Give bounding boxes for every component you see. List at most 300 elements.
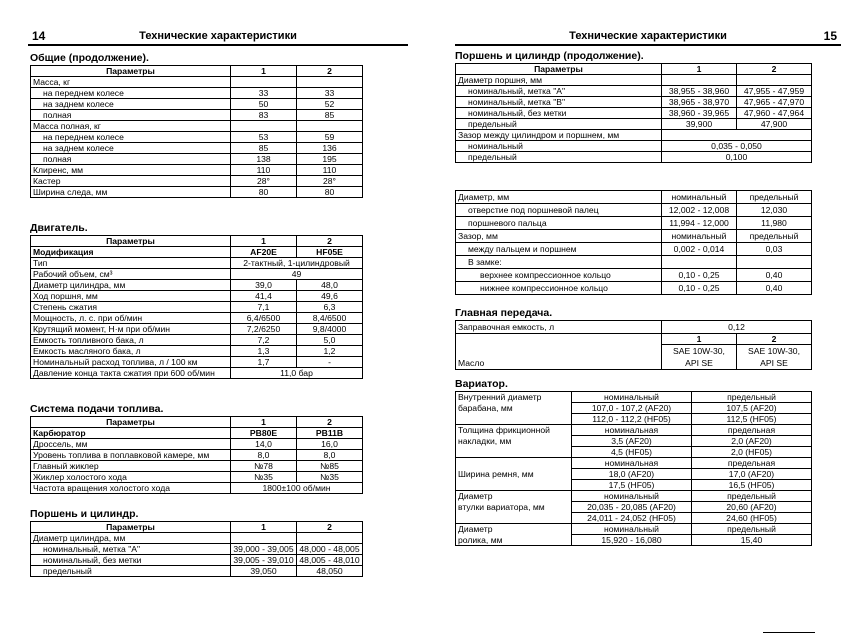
table-row [31,88,363,99]
row-label: Главный жиклер [31,461,231,472]
cell [231,77,297,88]
table-row [31,176,363,187]
table-row [31,132,363,143]
cell: 28° [297,176,363,187]
cell: 47,960 - 47,964 [737,108,812,119]
cell: PB11B [297,428,363,439]
table-row [456,321,812,334]
column-header: 2 [297,417,363,428]
general-table [30,65,363,198]
cell: 0,100 [662,152,812,163]
table-row [456,256,812,269]
cell: 39,050 [231,566,297,577]
row-label: Масло [456,334,662,370]
table-row [31,247,363,258]
variator-table [455,391,812,546]
table-header-row [31,522,363,533]
cell: 0,035 - 0,050 [662,141,812,152]
cell: 33 [231,88,297,99]
row-label: Масса, кг [31,77,231,88]
table-row [456,524,812,535]
table-row [456,403,812,414]
row-label: ролика, мм [456,535,572,546]
cell [231,533,297,544]
row-label: на заднем колесе [31,143,231,154]
cell [231,121,297,132]
row-label: Уровень топлива в поплавковой камере, мм [31,450,231,461]
cell [737,75,812,86]
cell: 138 [231,154,297,165]
row-label: нижнее компрессионное кольцо [456,282,662,295]
cell: 49,6 [297,291,363,302]
row-label [456,414,572,425]
table-row [456,130,812,141]
table-row [31,555,363,566]
table-row [456,269,812,282]
table-header-row [456,334,812,345]
table-row [31,335,363,346]
cell [662,130,812,141]
row-label: Тип [31,258,231,269]
row-label: Диаметр [456,491,572,502]
cell: 8,4/6500 [297,313,363,324]
cell: 1,2 [297,346,363,357]
cell: предельный [692,491,812,502]
cell: 0,10 - 0,25 [662,269,737,282]
row-label: Жиклер холостого хода [31,472,231,483]
row-label: отверстие под поршневой палец [456,204,662,217]
cell: 41,4 [231,291,297,302]
row-label: Рабочий объем, см³ [31,269,231,280]
cell: предельный [692,392,812,403]
cell: 112,5 (HF05) [692,414,812,425]
column-header: 1 [662,334,737,345]
table-row [456,141,812,152]
row-label: номинальный [456,141,662,152]
cell: 39,005 - 39,010 [231,555,297,566]
cell: 80 [231,187,297,198]
row-label: Частота вращения холостого хода [31,483,231,494]
page-number: 14 [32,29,46,43]
row-label: полная [31,154,231,165]
cell: 11,980 [737,217,812,230]
cell: 38,960 - 39,965 [662,108,737,119]
cell: 136 [297,143,363,154]
running-head-left [28,28,408,46]
row-label: номинальный, метка "В" [456,97,662,108]
table-row [456,204,812,217]
table-header-row [456,64,812,75]
cell: 110 [231,165,297,176]
cell: предельная [692,425,812,436]
cell: 12,030 [737,204,812,217]
table-row [456,535,812,546]
cell: 48,050 [297,566,363,577]
table-row [31,450,363,461]
column-header: 2 [737,64,812,75]
row-label: Ширина ремня, мм [456,469,572,480]
main-gear-table [455,320,812,370]
cell: 4,5 (HF05) [572,447,692,458]
row-label: Емкость топливного бака, л [31,335,231,346]
table-row [31,110,363,121]
cell: 59 [297,132,363,143]
row-label: Ход поршня, мм [31,291,231,302]
piston-table [30,521,363,577]
engine-table [30,235,363,379]
row-label: Зазор между цилиндром и поршнем, мм [456,130,662,141]
cell: 2,0 (AF20) [692,436,812,447]
table-row [456,513,812,524]
cell: номинальный [572,392,692,403]
table-row [31,269,363,280]
table-row [31,533,363,544]
table-row [456,480,812,491]
cell: 33 [297,88,363,99]
table-header-row [31,66,363,77]
row-label: номинальный, без метки [456,108,662,119]
cell: предельный [737,191,812,204]
cell: 47,965 - 47,970 [737,97,812,108]
row-label [456,458,572,469]
engine-section [30,221,362,379]
cell: 14,0 [231,439,297,450]
cell: №35 [297,472,363,483]
column-header: 1 [231,236,297,247]
column-header: Параметры [31,66,231,77]
cell: API SE [737,357,812,370]
cell [297,121,363,132]
table-row [456,75,812,86]
table-row [31,77,363,88]
cell: API SE [662,357,737,370]
table-row [456,447,812,458]
row-label [456,480,572,491]
table-header-row [31,236,363,247]
section-title: Поршень и цилиндр (продолжение). [455,50,644,62]
row-label: Диаметр цилиндра, мм [31,533,231,544]
row-label [456,447,572,458]
row-label: Диаметр, мм [456,191,662,204]
table-row [456,217,812,230]
row-label: Крутящий момент, Н·м при об/мин [31,324,231,335]
table-row [456,119,812,130]
table-row [31,428,363,439]
table-row [31,165,363,176]
running-title: Технические характеристики [569,30,727,42]
row-label: Карбюратор [31,428,231,439]
cell: 49 [231,269,363,280]
column-header: 1 [231,522,297,533]
table-row [31,187,363,198]
table-row [31,544,363,555]
column-header: 2 [737,334,812,345]
cell: 15,40 [692,535,812,546]
cell: SAE 10W-30, [662,345,737,358]
row-label: Модификация [31,247,231,258]
table-row [456,502,812,513]
row-label: предельный [456,152,662,163]
pin-section [455,190,811,295]
table-row [456,86,812,97]
table-row [31,357,363,368]
cell: 0,10 - 0,25 [662,282,737,295]
cell: 52 [297,99,363,110]
cell: 2,0 (HF05) [692,447,812,458]
row-label: Толщина фрикционной [456,425,572,436]
cell: 1,3 [231,346,297,357]
table-row [31,99,363,110]
cell: 8,0 [297,450,363,461]
cell: 0,002 - 0,014 [662,243,737,256]
main-gear-section [455,306,811,370]
row-label: полная [31,110,231,121]
row-label: Кастер [31,176,231,187]
table-row [456,436,812,447]
cell: 0,40 [737,269,812,282]
row-label: на заднем колесе [31,99,231,110]
row-label: номинальный, метка "А" [456,86,662,97]
row-label: В замке: [456,256,662,269]
column-header: 1 [231,417,297,428]
cell: 47,900 [737,119,812,130]
row-label: Зазор, мм [456,230,662,243]
cell: 16,5 (HF05) [692,480,812,491]
cell: 48,005 - 48,010 [297,555,363,566]
row-label: Степень сжатия [31,302,231,313]
table-row [456,243,812,256]
cell: 15,920 - 16,080 [572,535,692,546]
table-row [456,414,812,425]
cell: №85 [297,461,363,472]
variator-section [455,377,811,546]
cell: 107,5 (AF20) [692,403,812,414]
table-row [31,566,363,577]
table-row [31,280,363,291]
cell: номинальная [572,458,692,469]
page-number: 15 [823,29,837,43]
section-title: Вариатор. [455,378,508,390]
table-row [456,491,812,502]
row-label: Масса полная, кг [31,121,231,132]
running-title: Технические характеристики [139,30,297,42]
cell: 107,0 - 107,2 (AF20) [572,403,692,414]
row-label: между пальцем и поршнем [456,243,662,256]
row-label: втулки вариатора, мм [456,502,572,513]
cell: 0,12 [662,321,812,334]
cell: 48,000 - 48,005 [297,544,363,555]
cell: 17,5 (HF05) [572,480,692,491]
cell: 28° [231,176,297,187]
cell: №35 [231,472,297,483]
table-row [456,392,812,403]
table-row [456,97,812,108]
page-edge-rule [763,632,815,633]
cell: 39,000 - 39,005 [231,544,297,555]
row-label: поршневого пальца [456,217,662,230]
table-row [31,483,363,494]
piston-section [30,507,362,577]
section-title: Поршень и цилиндр. [30,508,139,520]
cell: 195 [297,154,363,165]
table-row [456,191,812,204]
piston-cont-section [455,49,811,163]
general-section [30,51,362,198]
cell: номинальный [572,491,692,502]
cell: 47,955 - 47,959 [737,86,812,97]
cell: 6,4/6500 [231,313,297,324]
section-title: Общие (продолжение). [30,52,149,64]
table-row [31,472,363,483]
table-row [456,458,812,469]
cell: номинальный [662,191,737,204]
column-header: 2 [297,236,363,247]
cell: номинальный [572,524,692,535]
row-label: на переднем колесе [31,132,231,143]
cell: №78 [231,461,297,472]
cell: 1,7 [231,357,297,368]
table-row [31,313,363,324]
cell: 2-тактный, 1-цилиндровый [231,258,363,269]
cell: 112,0 - 112,2 (HF05) [572,414,692,425]
cell: HF05E [297,247,363,258]
cell: 24,60 (HF05) [692,513,812,524]
table-row [31,461,363,472]
table-row [456,152,812,163]
cell: 39,900 [662,119,737,130]
table-row [456,230,812,243]
pin-table [455,190,812,295]
cell: 0,40 [737,282,812,295]
table-row [31,258,363,269]
row-label: Внутренний диаметр [456,392,572,403]
cell: - [297,357,363,368]
row-label: верхнее компрессионное кольцо [456,269,662,282]
cell: номинальная [572,425,692,436]
section-title: Двигатель. [30,222,88,234]
cell: 50 [231,99,297,110]
column-header: 1 [231,66,297,77]
fuel-section [30,402,362,494]
table-row [31,346,363,357]
row-label: Мощность, л. с. при об/мин [31,313,231,324]
cell: 0,03 [737,243,812,256]
row-label [456,513,572,524]
cell [297,533,363,544]
cell: номинальный [662,230,737,243]
cell: 5,0 [297,335,363,346]
cell: 7,1 [231,302,297,313]
fuel-table [30,416,363,494]
row-label: Ширина следа, мм [31,187,231,198]
table-row [31,368,363,379]
row-label: барабана, мм [456,403,572,414]
column-header: Параметры [456,64,662,75]
cell: 20,035 - 20,085 (AF20) [572,502,692,513]
table-header-row [31,417,363,428]
row-label: на переднем колесе [31,88,231,99]
row-label: Клиренс, мм [31,165,231,176]
row-label: Диаметр [456,524,572,535]
cell: 11,0 бар [231,368,363,379]
cell: 6,3 [297,302,363,313]
row-label: Диаметр поршня, мм [456,75,662,86]
table-row [31,121,363,132]
cell: 17,0 (AF20) [692,469,812,480]
table-row [31,291,363,302]
row-label: Диаметр цилиндра, мм [31,280,231,291]
cell: 80 [297,187,363,198]
row-label: предельный [456,119,662,130]
table-row [456,469,812,480]
table-row [456,425,812,436]
table-row [31,302,363,313]
row-label: предельный [31,566,231,577]
row-label: Заправочная емкость, л [456,321,662,334]
column-header: 2 [297,66,363,77]
cell: 38,965 - 38,970 [662,97,737,108]
cell: 85 [297,110,363,121]
cell [737,256,812,269]
cell [662,256,737,269]
cell: 20,60 (AF20) [692,502,812,513]
table-row [31,324,363,335]
cell: 9,8/4000 [297,324,363,335]
row-label: номинальный, без метки [31,555,231,566]
cell: 85 [231,143,297,154]
running-head-right [455,28,841,46]
column-header: Параметры [31,236,231,247]
cell: 1800±100 об/мин [231,483,363,494]
section-title: Главная передача. [455,307,553,319]
cell: 38,955 - 38,960 [662,86,737,97]
cell: 8,0 [231,450,297,461]
table-row [31,143,363,154]
cell: предельный [692,524,812,535]
cell: 24,011 - 24,052 (HF05) [572,513,692,524]
column-header: 2 [297,522,363,533]
row-label: Емкость масляного бака, л [31,346,231,357]
cell: 110 [297,165,363,176]
table-row [456,108,812,119]
column-header: Параметры [31,417,231,428]
cell: 16,0 [297,439,363,450]
piston-cont-table [455,63,812,163]
cell: 3,5 (AF20) [572,436,692,447]
cell: 11,994 - 12,000 [662,217,737,230]
column-header: Параметры [31,522,231,533]
row-label: Номинальный расход топлива, л / 100 км [31,357,231,368]
cell: 7,2 [231,335,297,346]
cell: предельный [737,230,812,243]
row-label: номинальный, метка "А" [31,544,231,555]
table-row [456,282,812,295]
cell: AF20E [231,247,297,258]
cell: 83 [231,110,297,121]
cell: 48,0 [297,280,363,291]
table-row [31,439,363,450]
cell: 7,2/6250 [231,324,297,335]
cell: SAE 10W-30, [737,345,812,358]
cell [297,77,363,88]
section-title: Система подачи топлива. [30,403,164,415]
cell: 39,0 [231,280,297,291]
cell: PB80E [231,428,297,439]
cell [662,75,737,86]
cell: предельная [692,458,812,469]
cell: 18,0 (AF20) [572,469,692,480]
row-label: накладки, мм [456,436,572,447]
